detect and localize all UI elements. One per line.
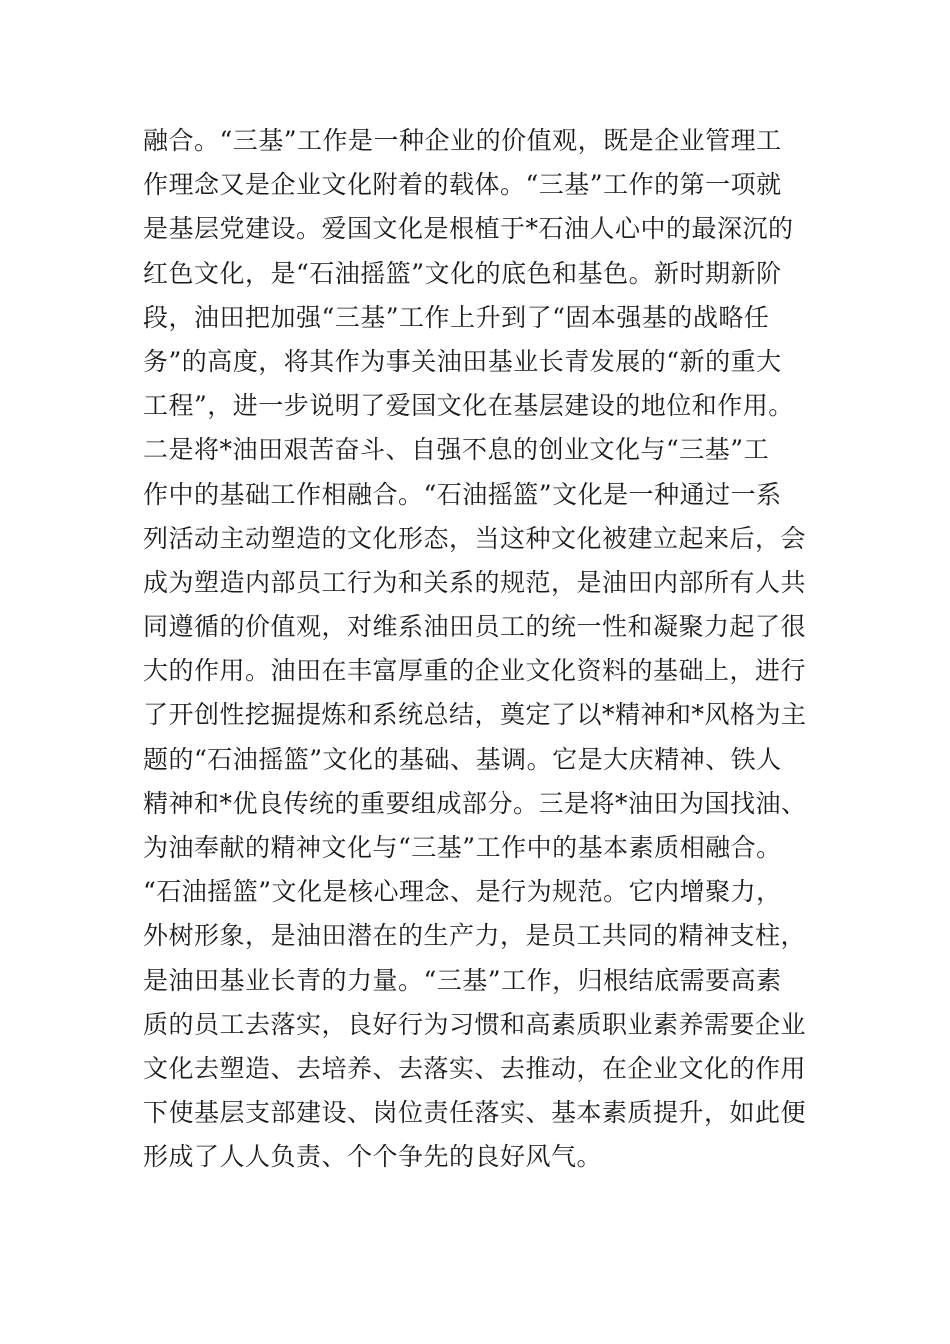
text-line: 红色文化，是“石油摇篮”文化的底色和基色。新时期新阶 <box>143 258 782 288</box>
text-line: 务”的高度，将其作为事关油田基业长青发展的“新的重大 <box>143 346 782 376</box>
text-line: 质的员工去落实，良好行为习惯和高素质职业素养需要企业 <box>143 1009 807 1039</box>
text-line: 精神和*优良传统的重要组成部分。三是将*油田为国找油、 <box>143 788 807 818</box>
text-line: 外树形象，是油田潜在的生产力，是员工共同的精神支柱， <box>143 921 807 951</box>
text-line: 大的作用。油田在丰富厚重的企业文化资料的基础上，进行 <box>143 656 807 686</box>
text-line: 同遵循的价值观，对维系油田员工的统一性和凝聚力起了很 <box>143 612 807 642</box>
text-line: 了开创性挖掘提炼和系统总结，奠定了以*精神和*风格为主 <box>143 700 807 730</box>
text-line: 列活动主动塑造的文化形态，当这种文化被建立起来后，会 <box>143 523 807 553</box>
text-line: 段，油田把加强“三基”工作上升到了“固本强基的战略任 <box>143 302 770 332</box>
text-line: 为油奉献的精神文化与“三基”工作中的基本素质相融合。 <box>143 833 782 862</box>
text-line: 形成了人人负责、个个争先的良好风气。 <box>143 1142 603 1172</box>
text-line: 是油田基业长青的力量。“三基”工作，归根结底需要高素 <box>143 965 782 995</box>
text-line: 是基层党建设。爱国文化是根植于*石油人心中的最深沉的 <box>143 214 794 244</box>
text-line: 作中的基础工作相融合。“石油摇篮”文化是一种通过一系 <box>143 479 782 509</box>
text-line: 融合。“三基”工作是一种企业的价值观，既是企业管理工 <box>143 126 782 155</box>
body-text <box>143 119 813 1180</box>
text-line: 成为塑造内部员工行为和关系的规范，是油田内部所有人共 <box>143 567 807 597</box>
text-line: 二是将*油田艰苦奋斗、自强不息的创业文化与“三基”工 <box>143 435 770 465</box>
text-line: 文化去塑造、去培养、去落实、去推动，在企业文化的作用 <box>143 1053 807 1083</box>
text-line: 题的“石油摇篮”文化的基础、基调。它是大庆精神、铁人 <box>143 744 782 774</box>
text-line: 下使基层支部建设、岗位责任落实、基本素质提升，如此便 <box>143 1098 807 1128</box>
text-line: 作理念又是企业文化附着的载体。“三基”工作的第一项就 <box>143 170 782 200</box>
text-line: 工程”，进一步说明了爱国文化在基层建设的地位和作用。 <box>143 391 794 421</box>
text-line: “石油摇篮”文化是核心理念、是行为规范。它内增聚力， <box>143 877 782 907</box>
